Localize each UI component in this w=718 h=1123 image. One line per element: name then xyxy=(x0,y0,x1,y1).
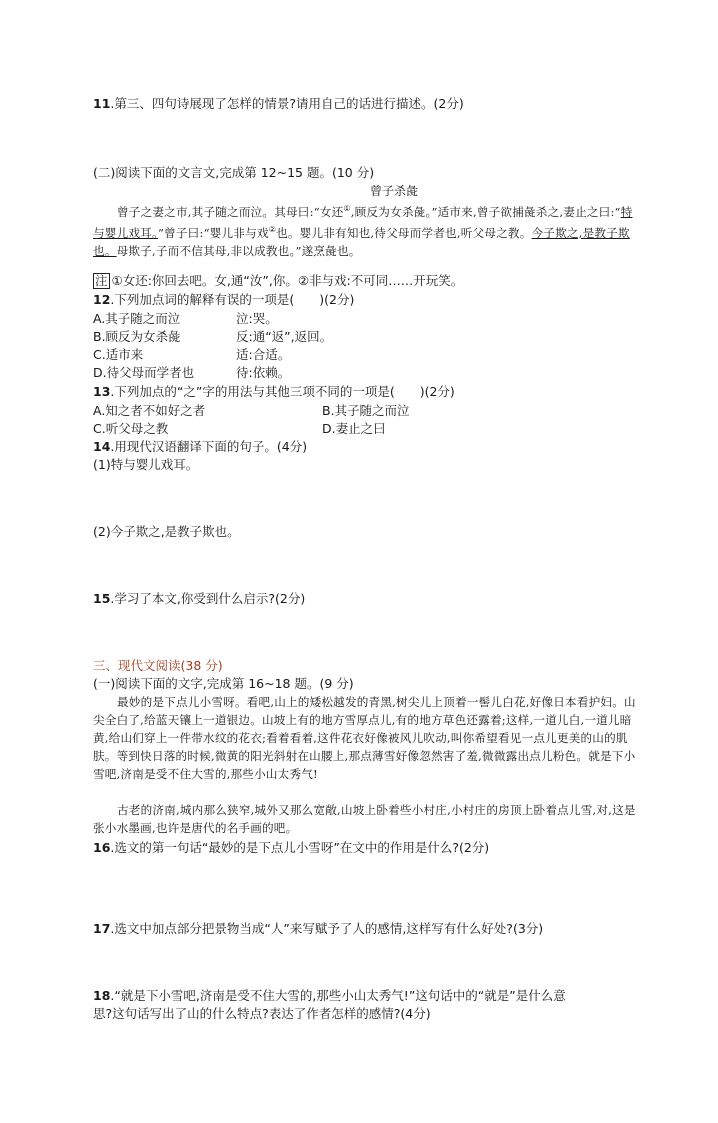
question-18-continued: 思?这句话写出了山的什么特点?表达了作者怎样的感情?(4分) xyxy=(93,1006,431,1021)
option-b-explanation: 反:通“返”,返回。 xyxy=(236,329,333,344)
question-number: 15 xyxy=(93,591,111,606)
passage-text: 母欺子,子而不信其母,非以成教也。”遂烹彘也。 xyxy=(116,243,361,258)
question-12 xyxy=(93,291,632,309)
sentence-1: (1)特与婴儿戏耳。 xyxy=(93,457,199,472)
part2-heading: (二)阅读下面的文言文,完成第 12~15 题。(10 分) xyxy=(93,165,375,180)
question-text: .“就是下小雪吧,济南是受不住大雪的,那些小山太秀气!”这句话中的“就是”是什么意 xyxy=(110,988,566,1003)
question-17 xyxy=(93,920,632,938)
option-d: D.待父母而学者也 xyxy=(93,365,195,380)
note-label: 注 xyxy=(95,273,108,288)
footnote-mark: ① xyxy=(343,204,351,213)
option-d: D.妻止之曰 xyxy=(322,421,386,436)
option-b: B.顾反为女杀彘 xyxy=(93,329,181,344)
annotation xyxy=(93,272,632,290)
question-15 xyxy=(93,590,632,608)
underlined-sentence: 特与婴儿戏耳。 xyxy=(93,204,633,240)
footnote-mark: ② xyxy=(268,224,277,234)
question-number: 16 xyxy=(93,840,111,855)
question-16 xyxy=(93,839,632,857)
option-b: B.其子随之而泣 xyxy=(322,403,410,418)
question-text: .选文的第一句话“最妙的是下点儿小雪呀”在文中的作用是什么?(2分) xyxy=(110,840,490,855)
passage-text: ,顾反为女杀彘。”适市来,曾子欲捕彘杀之,妻止之曰:“ xyxy=(350,204,621,219)
passage-text: 曾子之妻之市,其子随之而泣。其母曰:“女还 xyxy=(117,204,344,219)
underlined-sentence: 今子欺之,是教子欺也。 xyxy=(93,225,630,258)
question-18 xyxy=(93,987,632,1005)
option-d-explanation: 待:依赖。 xyxy=(236,365,291,380)
subsection-heading: (一)阅读下面的文字,完成第 16~18 题。(9 分) xyxy=(93,676,354,691)
question-text: .下列加点词的解释有误的一项是( )(2分) xyxy=(110,292,355,307)
section-heading: 三、现代文阅读(38 分) xyxy=(93,658,223,673)
classical-passage xyxy=(93,200,638,260)
option-a-explanation: 泣:哭。 xyxy=(236,311,278,326)
question-14 xyxy=(93,438,632,456)
question-number: 18 xyxy=(93,988,111,1003)
question-number: 14 xyxy=(93,439,111,454)
question-text: .下列加点的“之”字的用法与其他三项不同的一项是( )(2分) xyxy=(110,384,455,399)
question-11 xyxy=(93,95,632,113)
sentence-2: (2)今子欺之,是教子欺也。 xyxy=(93,524,240,539)
option-c: C.听父母之教 xyxy=(93,421,169,436)
option-a: A.其子随之而泣 xyxy=(93,311,181,326)
question-text: .用现代汉语翻译下面的句子。(4分) xyxy=(110,439,308,454)
question-number: 12 xyxy=(93,292,111,307)
passage-title: 曾子杀彘 xyxy=(369,184,418,198)
question-text: .第三、四句诗展现了怎样的情景?请用自己的话进行描述。(2分) xyxy=(110,96,464,111)
passage-text: ”曾子曰:“婴儿非与戏 xyxy=(157,225,269,240)
note-text: ①女还:你回去吧。女,通“汝”,你。②非与戏:不可同……开玩笑。 xyxy=(111,273,464,288)
question-13 xyxy=(93,383,632,401)
option-c: C.适市来 xyxy=(93,347,144,362)
option-c-explanation: 适:合适。 xyxy=(236,347,291,362)
modern-passage-para1: 最妙的是下点儿小雪呀。看吧,山上的矮松越发的青黑,树尖儿上顶着一髻儿白花,好像日本看护妇。山尖全白了,给蓝天镶上一道银边。山坡上有的地方雪厚点儿,有的地方草色还露着;这样,一道儿白,一道儿暗黄,给山们穿上一件带水纹的花衣;看着看着,这件花衣好像被风儿吹动,叫你希望看见一点儿更美的山的肌肤。等到快日落的时候,微黄的阳光斜射在山腰上,那点薄雪好像忽然害了羞,微微露出点儿粉色。就是下小雪吧,济南是受不住大雪的,那些小山太秀气! xyxy=(93,695,636,781)
question-text: .选文中加点部分把景物当成“人”来写赋予了人的感情,这样写有什么好处?(3分) xyxy=(110,921,544,936)
modern-passage-para2: 古老的济南,城内那么狭窄,城外又那么宽敞,山坡上卧着些小村庄,小村庄的房顶上卧着点儿雪,对,这是张小水墨画,也许是唐代的名手画的吧。 xyxy=(93,803,636,835)
option-a: A.知之者不如好之者 xyxy=(93,403,206,418)
question-number: 17 xyxy=(93,921,111,936)
question-number: 11 xyxy=(93,96,111,111)
question-number: 13 xyxy=(93,384,111,399)
passage-text: 也。婴儿非有知也,待父母而学者也,听父母之教。 xyxy=(276,225,532,240)
question-text: .学习了本文,你受到什么启示?(2分) xyxy=(110,591,306,606)
